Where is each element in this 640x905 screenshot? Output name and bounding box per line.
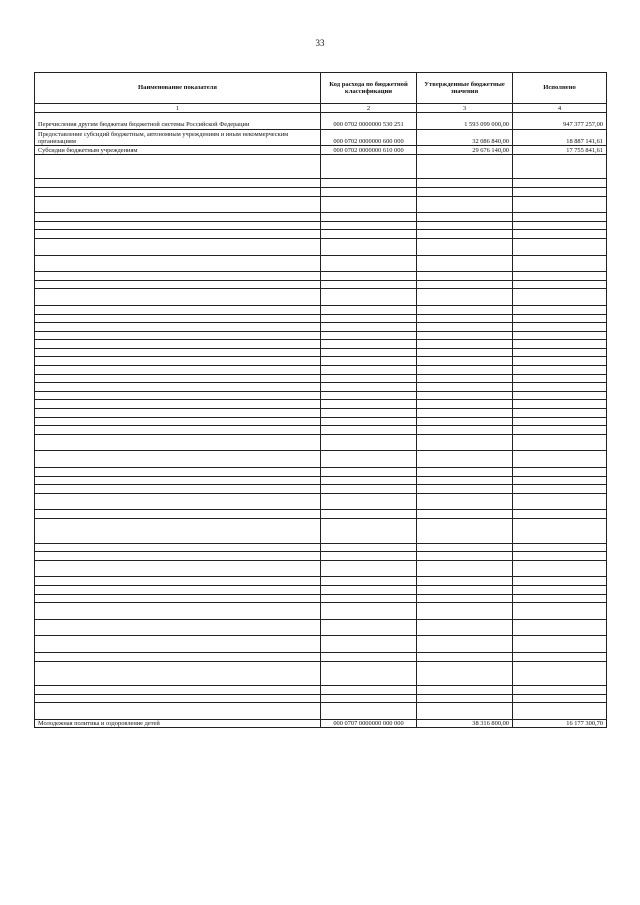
row-approved-cell [417, 255, 513, 272]
table-row [35, 383, 607, 392]
row-approved-cell [417, 686, 513, 695]
row-executed-cell [513, 400, 607, 409]
row-approved-cell [417, 289, 513, 306]
row-code-cell [321, 636, 417, 653]
row-name-cell [35, 289, 321, 306]
row-name-cell [35, 383, 321, 392]
row-code-cell [321, 305, 417, 314]
row-approved-cell [417, 577, 513, 586]
row-executed-cell [513, 518, 607, 543]
row-name-cell [35, 221, 321, 230]
row-name-cell [35, 417, 321, 426]
row-code-cell [321, 476, 417, 485]
row-approved-cell [417, 323, 513, 332]
row-approved-cell [417, 374, 513, 383]
row-name-cell [35, 585, 321, 594]
row-name-cell [35, 468, 321, 477]
row-code-cell [321, 543, 417, 552]
row-code-cell: 000 0702 0000000 530 251 [321, 113, 417, 130]
row-name-cell [35, 357, 321, 366]
table-row [35, 280, 607, 289]
row-name-cell [35, 331, 321, 340]
row-code-cell [321, 518, 417, 543]
row-name-cell [35, 280, 321, 289]
row-approved-cell [417, 426, 513, 435]
row-approved-cell [417, 543, 513, 552]
row-executed-cell [513, 694, 607, 703]
column-number-row [35, 104, 607, 113]
row-executed-cell [513, 323, 607, 332]
row-name-cell [35, 636, 321, 653]
table-row [35, 686, 607, 695]
row-executed-cell [513, 652, 607, 661]
table-row [35, 289, 607, 306]
row-executed-cell [513, 305, 607, 314]
row-name-cell [35, 348, 321, 357]
row-code-cell [321, 187, 417, 196]
row-approved-cell [417, 594, 513, 603]
table-row [35, 426, 607, 435]
column-number: 4 [513, 104, 607, 113]
row-approved-cell [417, 230, 513, 239]
row-approved-cell [417, 493, 513, 510]
row-approved-cell [417, 476, 513, 485]
row-approved-cell [417, 409, 513, 418]
row-approved-cell [417, 585, 513, 594]
row-approved-cell [417, 305, 513, 314]
row-code-cell [321, 348, 417, 357]
row-code-cell [321, 493, 417, 510]
row-approved-cell [417, 340, 513, 349]
table-row [35, 340, 607, 349]
row-executed-cell [513, 485, 607, 494]
row-executed-cell [513, 366, 607, 375]
row-executed-cell [513, 280, 607, 289]
row-executed-cell [513, 703, 607, 720]
row-approved-cell [417, 434, 513, 451]
row-executed-cell [513, 348, 607, 357]
row-name-cell [35, 409, 321, 418]
row-approved-cell [417, 187, 513, 196]
row-executed-cell [513, 187, 607, 196]
row-name-cell [35, 366, 321, 375]
row-name-cell [35, 213, 321, 222]
row-executed-cell [513, 357, 607, 366]
row-executed-cell [513, 476, 607, 485]
table-row [35, 255, 607, 272]
table-row [35, 476, 607, 485]
row-executed-cell [513, 493, 607, 510]
row-executed-cell [513, 468, 607, 477]
row-name-cell [35, 577, 321, 586]
row-approved-cell: 38 316 800,00 [417, 719, 513, 728]
table-row [35, 400, 607, 409]
row-code-cell [321, 213, 417, 222]
table-row [35, 719, 607, 728]
row-name-cell [35, 196, 321, 213]
row-code-cell [321, 661, 417, 686]
row-name-cell [35, 391, 321, 400]
row-code-cell [321, 179, 417, 188]
row-executed-cell [513, 426, 607, 435]
row-name-cell: Предоставление субсидий бюджетным, автономным учреждениям и иным некоммерческим организациям [35, 129, 321, 146]
row-code-cell [321, 331, 417, 340]
row-name-cell [35, 434, 321, 451]
row-executed-cell [513, 409, 607, 418]
row-name-cell [35, 510, 321, 519]
row-name-cell [35, 179, 321, 188]
page-number: 33 [315, 38, 325, 48]
row-code-cell [321, 154, 417, 179]
row-approved-cell [417, 314, 513, 323]
row-approved-cell [417, 417, 513, 426]
row-executed-cell [513, 434, 607, 451]
row-executed-cell [513, 230, 607, 239]
row-code-cell: 000 0707 0000000 000 000 [321, 719, 417, 728]
row-executed-cell [513, 238, 607, 255]
row-code-cell [321, 552, 417, 561]
row-name-cell [35, 686, 321, 695]
row-executed-cell [513, 594, 607, 603]
table-row [35, 417, 607, 426]
row-name-cell [35, 374, 321, 383]
row-code-cell [321, 383, 417, 392]
row-approved-cell [417, 357, 513, 366]
row-code-cell [321, 230, 417, 239]
row-code-cell [321, 323, 417, 332]
row-code-cell [321, 560, 417, 577]
table-row [35, 603, 607, 620]
row-name-cell [35, 619, 321, 636]
column-header-executed: Исполнено [513, 73, 607, 104]
row-approved-cell: 1 593 099 000,00 [417, 113, 513, 130]
table-row [35, 619, 607, 636]
row-approved-cell [417, 348, 513, 357]
row-approved-cell [417, 391, 513, 400]
row-code-cell [321, 391, 417, 400]
row-code-cell [321, 434, 417, 451]
row-name-cell [35, 603, 321, 620]
row-name-cell [35, 594, 321, 603]
row-code-cell [321, 289, 417, 306]
table-row [35, 451, 607, 468]
table-row [35, 331, 607, 340]
row-code-cell [321, 703, 417, 720]
table-row [35, 391, 607, 400]
row-executed-cell [513, 636, 607, 653]
row-name-cell [35, 187, 321, 196]
column-header-code: Код расхода по бюджетной классификации [321, 73, 417, 104]
row-code-cell [321, 340, 417, 349]
table-row [35, 154, 607, 179]
row-name-cell [35, 238, 321, 255]
row-executed-cell [513, 374, 607, 383]
column-number: 3 [417, 104, 513, 113]
table-row [35, 703, 607, 720]
row-code-cell [321, 485, 417, 494]
row-approved-cell [417, 510, 513, 519]
row-approved-cell [417, 485, 513, 494]
table-row [35, 652, 607, 661]
row-executed-cell [513, 603, 607, 620]
row-executed-cell [513, 340, 607, 349]
row-executed-cell [513, 552, 607, 561]
row-code-cell [321, 451, 417, 468]
row-name-cell: Перечисления другим бюджетам бюджетной системы Российской Федерации [35, 113, 321, 130]
row-approved-cell [417, 560, 513, 577]
table-row [35, 636, 607, 653]
row-code-cell: 000 0702 0000000 610 000 [321, 146, 417, 155]
row-name-cell [35, 543, 321, 552]
table-row [35, 221, 607, 230]
table-row [35, 518, 607, 543]
row-approved-cell [417, 619, 513, 636]
row-executed-cell: 18 887 141,61 [513, 129, 607, 146]
row-executed-cell [513, 383, 607, 392]
row-code-cell: 000 0702 0000000 600 000 [321, 129, 417, 146]
table-row [35, 585, 607, 594]
table-row [35, 510, 607, 519]
row-executed-cell [513, 331, 607, 340]
row-executed-cell [513, 314, 607, 323]
row-code-cell [321, 652, 417, 661]
row-code-cell [321, 272, 417, 281]
table-row [35, 409, 607, 418]
table-row [35, 468, 607, 477]
table-row [35, 146, 607, 155]
row-executed-cell [513, 451, 607, 468]
table-row [35, 179, 607, 188]
row-approved-cell [417, 272, 513, 281]
row-approved-cell [417, 518, 513, 543]
table-row [35, 272, 607, 281]
row-executed-cell [513, 196, 607, 213]
row-approved-cell [417, 331, 513, 340]
row-approved-cell [417, 238, 513, 255]
table-row [35, 694, 607, 703]
table-row [35, 230, 607, 239]
row-code-cell [321, 314, 417, 323]
row-approved-cell [417, 154, 513, 179]
row-approved-cell [417, 221, 513, 230]
table-header-row [35, 73, 607, 104]
row-approved-cell [417, 661, 513, 686]
row-approved-cell [417, 636, 513, 653]
row-name-cell [35, 694, 321, 703]
table-row [35, 305, 607, 314]
row-code-cell [321, 619, 417, 636]
row-executed-cell [513, 577, 607, 586]
row-name-cell [35, 400, 321, 409]
table-row [35, 129, 607, 146]
row-code-cell [321, 585, 417, 594]
row-approved-cell [417, 213, 513, 222]
row-executed-cell [513, 661, 607, 686]
row-executed-cell [513, 543, 607, 552]
table-row [35, 374, 607, 383]
column-header-approved: Утвержденные бюджетные значения [417, 73, 513, 104]
row-executed-cell: 947 377 257,00 [513, 113, 607, 130]
row-name-cell [35, 518, 321, 543]
row-name-cell [35, 652, 321, 661]
row-name-cell [35, 154, 321, 179]
table-row [35, 213, 607, 222]
table-row [35, 366, 607, 375]
row-code-cell [321, 366, 417, 375]
row-name-cell [35, 340, 321, 349]
row-approved-cell [417, 552, 513, 561]
row-name-cell [35, 305, 321, 314]
row-code-cell [321, 686, 417, 695]
row-code-cell [321, 468, 417, 477]
row-name-cell [35, 323, 321, 332]
row-code-cell [321, 417, 417, 426]
row-name-cell [35, 314, 321, 323]
row-name-cell [35, 493, 321, 510]
row-code-cell [321, 426, 417, 435]
table-row [35, 196, 607, 213]
row-executed-cell: 16 177 300,70 [513, 719, 607, 728]
row-approved-cell [417, 196, 513, 213]
row-approved-cell: 32 086 840,00 [417, 129, 513, 146]
row-name-cell: Субсидии бюджетным учреждениям [35, 146, 321, 155]
row-code-cell [321, 238, 417, 255]
table-row [35, 357, 607, 366]
row-approved-cell [417, 451, 513, 468]
column-number: 1 [35, 104, 321, 113]
row-name-cell [35, 560, 321, 577]
row-approved-cell [417, 703, 513, 720]
row-code-cell [321, 221, 417, 230]
row-code-cell [321, 409, 417, 418]
table-row [35, 493, 607, 510]
row-executed-cell [513, 686, 607, 695]
row-executed-cell [513, 272, 607, 281]
table-row [35, 434, 607, 451]
row-executed-cell [513, 619, 607, 636]
row-name-cell [35, 230, 321, 239]
row-code-cell [321, 510, 417, 519]
row-executed-cell [513, 221, 607, 230]
table-row [35, 314, 607, 323]
row-executed-cell [513, 510, 607, 519]
row-name-cell [35, 485, 321, 494]
table-row [35, 577, 607, 586]
table-row [35, 485, 607, 494]
row-approved-cell [417, 652, 513, 661]
row-approved-cell [417, 383, 513, 392]
row-approved-cell [417, 603, 513, 620]
row-executed-cell [513, 391, 607, 400]
table-row [35, 238, 607, 255]
row-name-cell [35, 272, 321, 281]
table-row [35, 552, 607, 561]
row-code-cell [321, 255, 417, 272]
row-code-cell [321, 577, 417, 586]
column-number: 2 [321, 104, 417, 113]
row-approved-cell [417, 468, 513, 477]
table-body [35, 113, 607, 728]
row-name-cell [35, 476, 321, 485]
row-approved-cell [417, 694, 513, 703]
row-executed-cell [513, 213, 607, 222]
row-name-cell [35, 661, 321, 686]
column-header-name: Наименование показателя [35, 73, 321, 104]
row-executed-cell [513, 289, 607, 306]
row-code-cell [321, 357, 417, 366]
row-code-cell [321, 374, 417, 383]
table-row [35, 323, 607, 332]
row-name-cell [35, 703, 321, 720]
row-code-cell [321, 603, 417, 620]
row-approved-cell [417, 280, 513, 289]
table-row [35, 187, 607, 196]
table-row [35, 348, 607, 357]
row-code-cell [321, 694, 417, 703]
row-code-cell [321, 196, 417, 213]
row-name-cell [35, 255, 321, 272]
table-row [35, 594, 607, 603]
table-row [35, 560, 607, 577]
row-executed-cell [513, 585, 607, 594]
row-approved-cell: 29 676 140,00 [417, 146, 513, 155]
table-row [35, 113, 607, 130]
table-row [35, 661, 607, 686]
row-executed-cell [513, 154, 607, 179]
row-name-cell [35, 426, 321, 435]
row-approved-cell [417, 400, 513, 409]
row-name-cell: Молодежная политика и оздоровление детей [35, 719, 321, 728]
row-executed-cell: 17 755 841,61 [513, 146, 607, 155]
row-executed-cell [513, 560, 607, 577]
row-name-cell [35, 552, 321, 561]
budget-execution-table [34, 72, 607, 728]
row-code-cell [321, 594, 417, 603]
row-code-cell [321, 280, 417, 289]
row-code-cell [321, 400, 417, 409]
table-row [35, 543, 607, 552]
row-executed-cell [513, 417, 607, 426]
row-name-cell [35, 451, 321, 468]
row-approved-cell [417, 179, 513, 188]
row-executed-cell [513, 179, 607, 188]
row-executed-cell [513, 255, 607, 272]
row-approved-cell [417, 366, 513, 375]
